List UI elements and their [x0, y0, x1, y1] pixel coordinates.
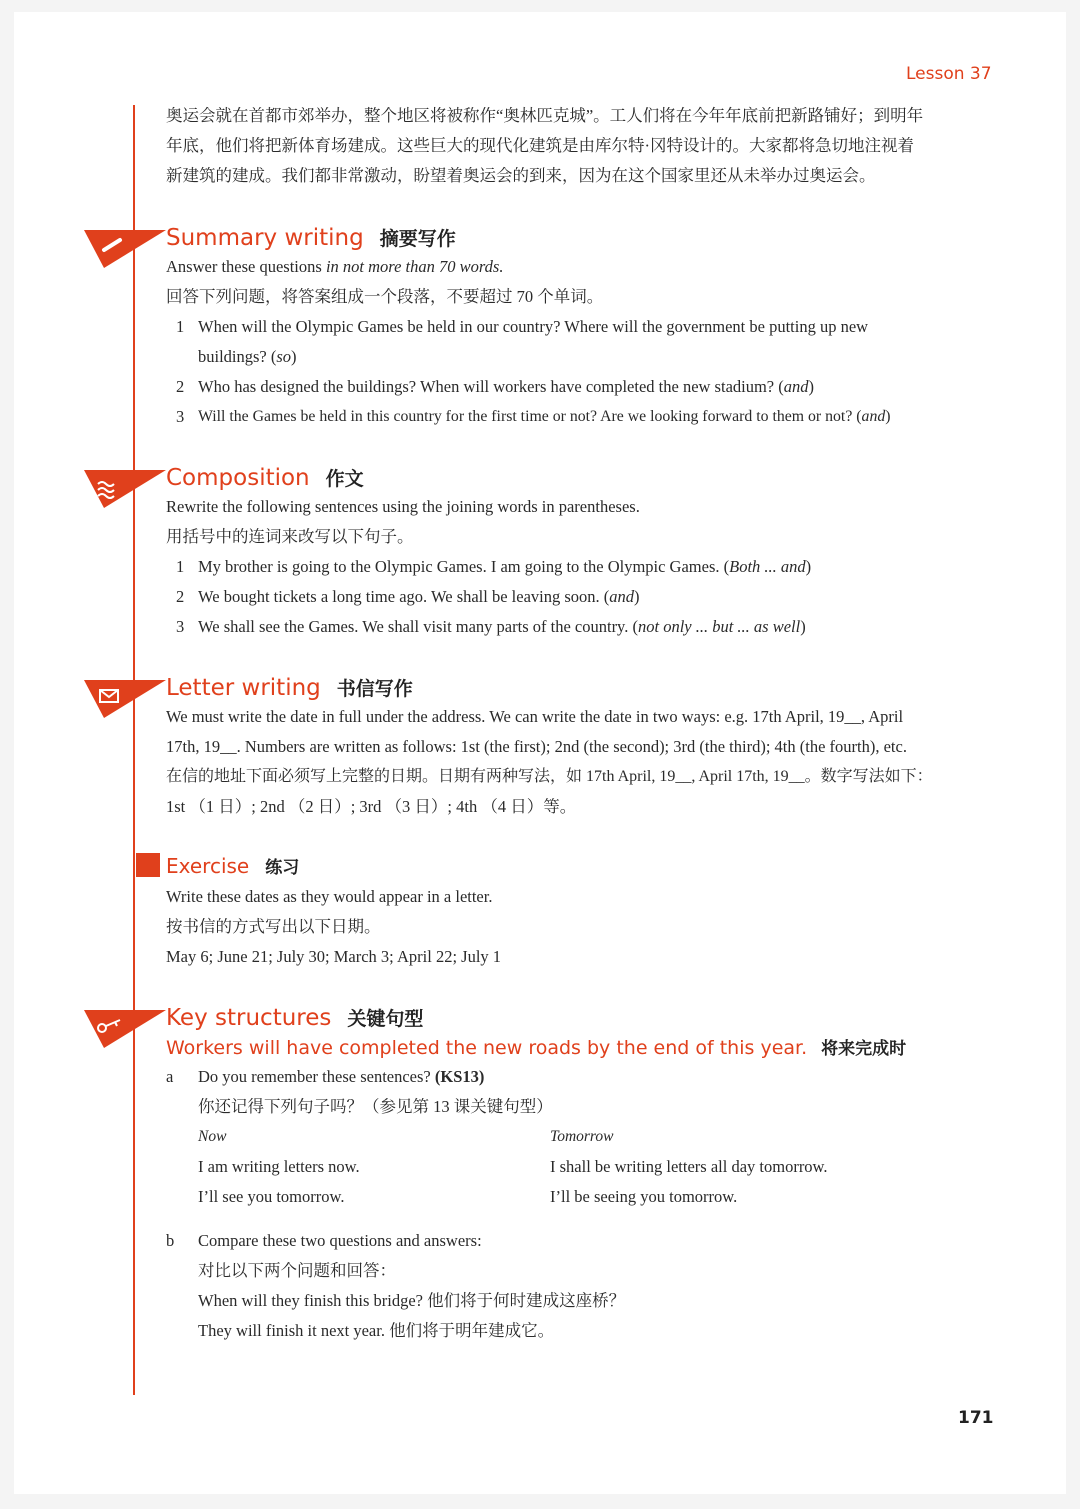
composition-s1: My brother is going to the Olympic Games. I am going to the Olympic Games. (Both ... and): [198, 557, 812, 576]
key-b-question-zh: 对比以下两个问题和回答：: [198, 1261, 396, 1280]
key-a-label: a: [166, 1067, 174, 1086]
composition-instruction-zh: 用括号中的连词来改写以下句子。: [166, 527, 414, 546]
composition-title-zh: 作文: [325, 468, 364, 490]
key-b-label: b: [166, 1231, 175, 1250]
summary-q1-number: 1: [176, 317, 185, 336]
composition-s2-number: 2: [176, 587, 185, 606]
envelope-icon: [84, 678, 166, 720]
letter-line-2: 17th, 19__. Numbers are written as follows: 1st (the first); 2nd (the second); 3rd (the third); 4th (the fourth), etc.: [166, 737, 907, 756]
key-title-zh: 关键句型: [347, 1008, 424, 1030]
key-b-line-2: They will finish it next year. 他们将于明年建成它。: [198, 1321, 555, 1340]
exercise-title-zh: 练习: [265, 858, 300, 878]
composition-s2: We bought tickets a long time ago. We shall be leaving soon. (and): [198, 587, 640, 606]
summary-q3-number: 3: [176, 407, 185, 426]
key-b-question: Compare these two questions and answers:: [198, 1231, 482, 1250]
summary-q2-number: 2: [176, 377, 185, 396]
key-icon: [84, 1008, 166, 1050]
exercise-instruction-zh: 按书信的方式写出以下日期。: [166, 917, 381, 936]
page-number: 171: [958, 1408, 994, 1428]
letter-heading: [166, 674, 413, 701]
key-col-tomorrow: Tomorrow: [550, 1128, 614, 1145]
summary-q2: Who has designed the buildings? When will workers have completed the new stadium? (and): [198, 377, 814, 396]
key-title: Key structures: [166, 1005, 332, 1031]
key-b-line-1: When will they finish this bridge? 他们将于何时建成这座桥？: [198, 1291, 626, 1310]
letter-line-3: 在信的地址下面必须写上完整的日期。日期有两种写法，如 17th April, 19__, April 17th, 19__。数字写法如下：: [166, 768, 933, 785]
summary-title: Summary writing: [166, 225, 364, 251]
summary-q1-line2: buildings? (so): [198, 347, 297, 366]
summary-title-zh: 摘要写作: [379, 228, 456, 250]
key-tomorrow-1: I shall be writing letters all day tomorrow.: [550, 1157, 828, 1176]
summary-q3: Will the Games be held in this country for the first time or not? Are we looking forward to them or not? (and): [198, 408, 891, 425]
summary-instruction-zh: 回答下列问题，将答案组成一个段落，不要超过 70 个单词。: [166, 287, 604, 306]
key-a-question-zh: 你还记得下列句子吗？（参见第 13 课关键句型）: [198, 1097, 553, 1116]
key-col-now: Now: [198, 1128, 227, 1145]
pencil-icon: [84, 228, 166, 270]
composition-instruction: Rewrite the following sentences using the joining words in parentheses.: [166, 497, 640, 516]
composition-s1-number: 1: [176, 557, 185, 576]
key-heading: [166, 1004, 423, 1031]
intro-line-3: 新建筑的建成。我们都非常激动，盼望着奥运会的到来，因为在这个国家里还从未举办过奥运会。: [166, 166, 876, 185]
exercise-dates: May 6; June 21; July 30; March 3; April 22; July 1: [166, 947, 502, 966]
composition-s3: We shall see the Games. We shall visit many parts of the country. (not only ... but ... as well): [198, 617, 806, 636]
key-tomorrow-2: I’ll be seeing you tomorrow.: [550, 1187, 738, 1206]
key-subtitle: Workers will have completed the new roads by the end of this year. 将来完成时: [166, 1037, 907, 1059]
composition-title: Composition: [166, 465, 310, 491]
lesson-label: Lesson 37: [906, 64, 992, 84]
exercise-instruction: Write these dates as they would appear in a letter.: [166, 887, 493, 906]
letter-line-1: We must write the date in full under the address. We can write the date in two ways: e.g. 17th April, 19__, April: [166, 707, 904, 726]
summary-heading: [166, 224, 456, 251]
waves-icon: [84, 468, 166, 510]
composition-heading: [166, 464, 364, 491]
letter-line-4: 1st （1 日）; 2nd （2 日）; 3rd （3 日）; 4th （4 日）等。: [166, 797, 577, 816]
exercise-marker: [136, 853, 160, 877]
key-a-question: Do you remember these sentences? (KS13): [198, 1067, 485, 1086]
summary-q1-line1: When will the Olympic Games be held in our country? Where will the government be putting up new: [198, 317, 869, 336]
key-now-1: I am writing letters now.: [198, 1157, 360, 1176]
intro-line-2: 年底，他们将把新体育场建成。这些巨大的现代化建筑是由库尔特·冈特设计的。大家都将急切地注视着: [166, 136, 914, 155]
exercise-title: Exercise: [166, 854, 250, 878]
summary-instruction: Answer these questions in not more than 70 words.: [166, 257, 504, 276]
key-now-2: I’ll see you tomorrow.: [198, 1187, 345, 1206]
margin-rule: [133, 105, 135, 1395]
letter-title: Letter writing: [166, 675, 321, 701]
letter-title-zh: 书信写作: [336, 678, 413, 700]
intro-line-1: 奥运会就在首都市郊举办，整个地区将被称作“奥林匹克城”。工人们将在今年年底前把新路铺好；到明年: [166, 106, 924, 125]
composition-s3-number: 3: [176, 617, 185, 636]
exercise-heading: [166, 853, 299, 878]
